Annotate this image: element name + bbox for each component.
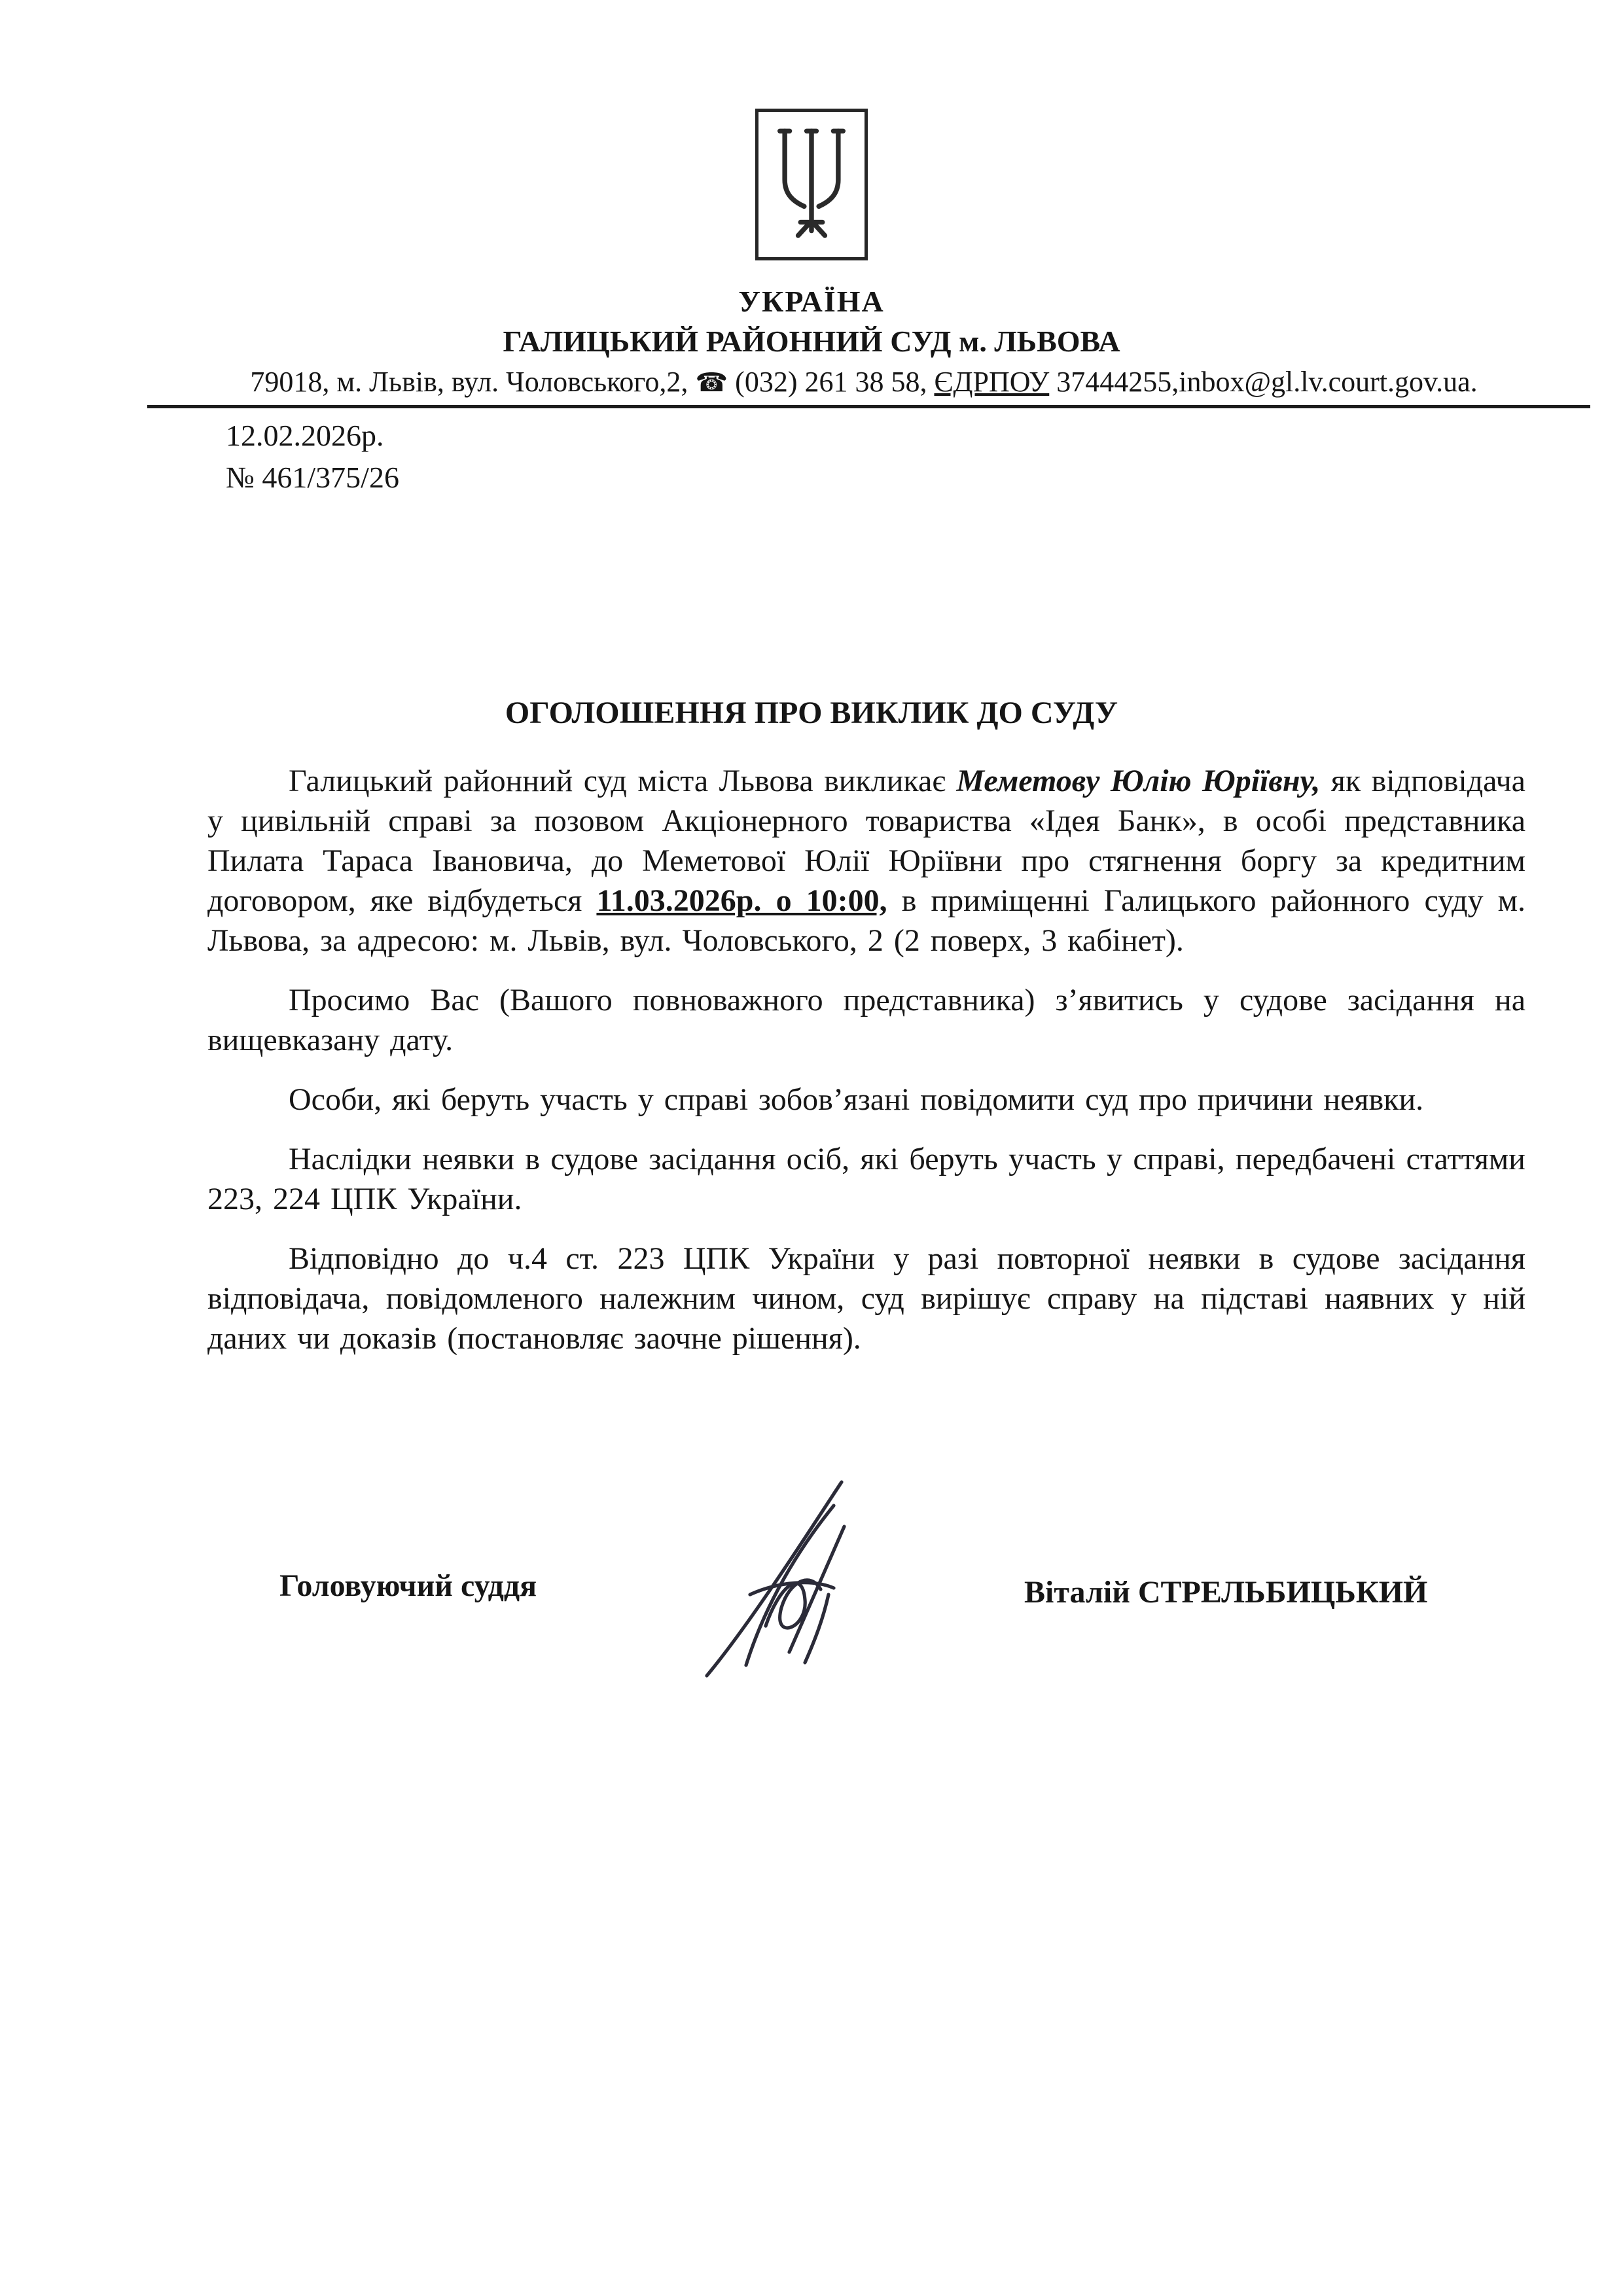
p1-part3: в приміщенні Галицького районного суду м. Львова, за адресою: м. Львів, вул. Чоловського, 2 (2 поверх, 3 кабінет).: [207, 883, 1526, 958]
case-number: № 461/375/26: [226, 461, 399, 494]
ukraine-trident-icon: [769, 122, 854, 247]
address-phone-number: (032) 261 38 58,: [728, 366, 935, 398]
hearing-datetime: 11.03.2026р. о 10:00,: [596, 883, 887, 918]
address-part3: 37444255,inbox@gl.lv.court.gov.ua.: [1049, 366, 1478, 398]
paragraph-request-appearance: Просимо Вас (Вашого повноважного представника) з’явитись у судове засідання на вищевказану дату.: [207, 983, 1525, 1057]
country-name: УКРАЇНА: [738, 285, 885, 318]
court-address-line: [0, 365, 1623, 398]
paragraph-summons: [207, 761, 1525, 961]
judge-role-label: Головуючий суддя: [279, 1568, 537, 1603]
paragraph-notify-obligation: Особи, які беруть участь у справі зобов’язані повідомити суд про причини неявки.: [289, 1082, 1424, 1117]
document-title: ОГОЛОШЕННЯ ПРО ВИКЛИК ДО СУДУ: [505, 696, 1118, 730]
defendant-name: Меметову Юлію Юріївну,: [956, 764, 1321, 798]
document-meta: [226, 415, 1623, 499]
address-part1: 79018, м. Львів, вул. Чоловського,2,: [250, 366, 696, 398]
header-divider: [147, 405, 1590, 408]
document-date: 12.02.2026р.: [226, 419, 384, 452]
handwritten-signature: [674, 1463, 936, 1692]
p1-part2: як відповідача у цивільній справі за позовом Акціонерного товариства «Ідея Банк», в особі представника Пилата Тараса Івановича, до Меметової Юлії Юріївни про стягнення боргу за кредитним договором, яке відбудеться: [207, 764, 1525, 918]
edrpou-label: ЄДРПОУ: [934, 366, 1050, 398]
paragraph-article-223: Відповідно до ч.4 ст. 223 ЦПК України у разі повторної неявки в судове засідання відповідача, повідомленого належним чином, суд вирішує справу на підставі наявних у ній даних чи доказів (постановляє заочне рішення).: [207, 1241, 1525, 1356]
court-name: ГАЛИЦЬКИЙ РАЙОННИЙ СУД м. ЛЬВОВА: [503, 325, 1120, 358]
p1-part1: Галицький районний суд міста Львова викликає: [289, 764, 957, 798]
judge-name: Віталій СТРЕЛЬБИЦЬКИЙ: [1024, 1575, 1428, 1610]
phone-icon: ☎: [695, 368, 728, 398]
paragraph-consequences: Наслідки неявки в судове засідання осіб, які беруть участь у справі, передбачені статтями 223, 224 ЦПК України.: [207, 1142, 1525, 1216]
coat-of-arms-frame: [755, 109, 868, 260]
signature-block: [0, 1568, 1623, 1777]
